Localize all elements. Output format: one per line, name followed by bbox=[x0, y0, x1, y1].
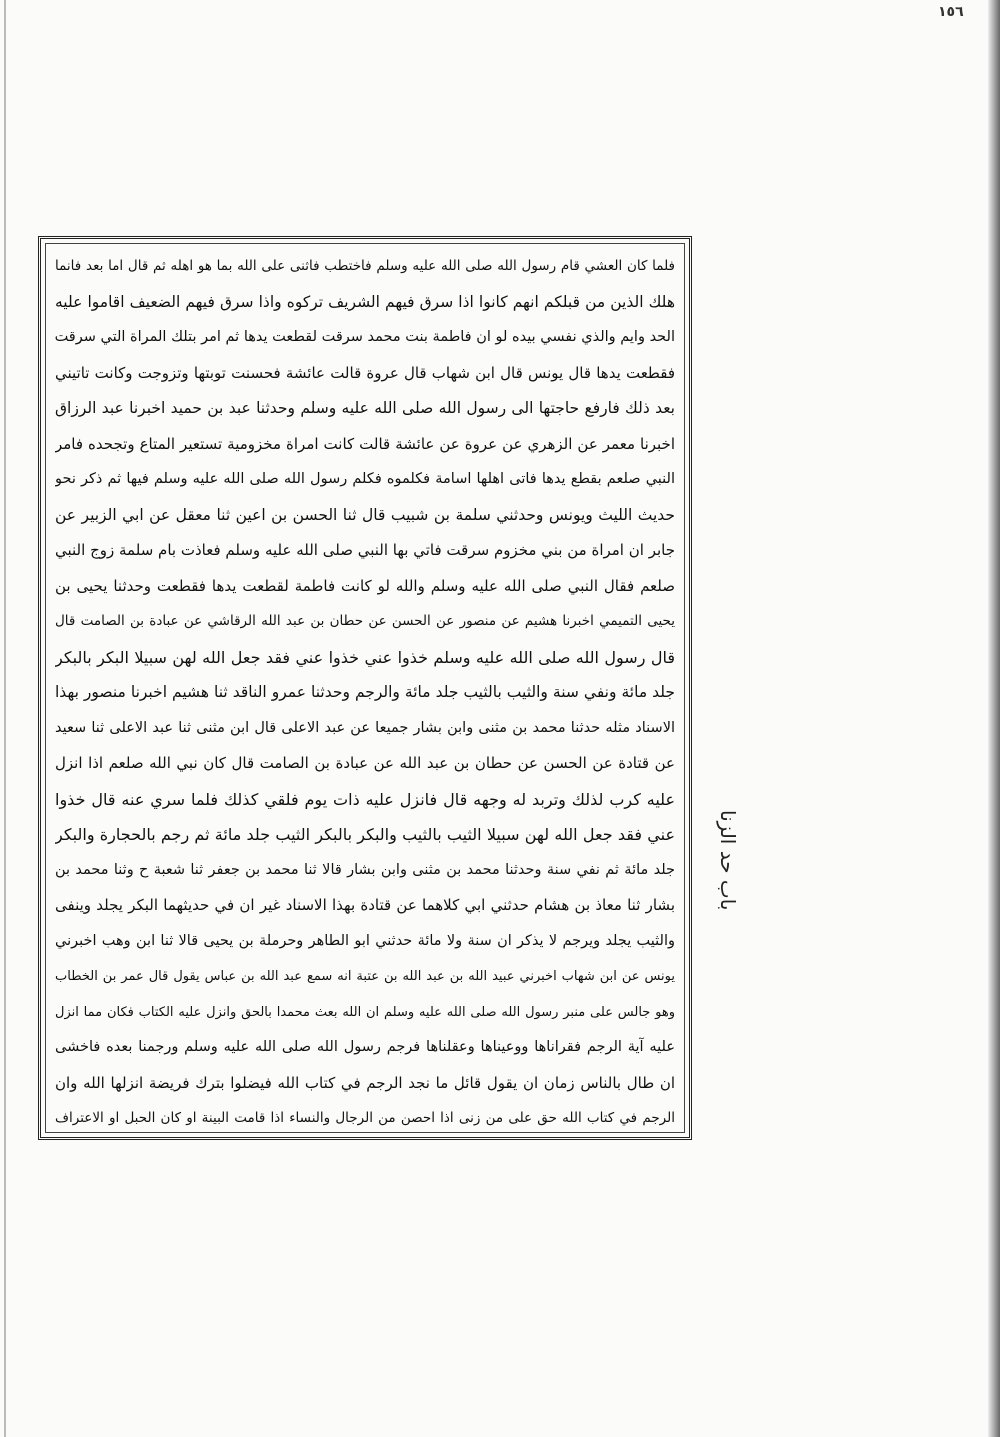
manuscript-line: يحيى التميمي اخبرنا هشيم عن منصور عن الحسن عن حطان بن عبد الله الرقاشي عن عبادة بن الصامت قال bbox=[55, 613, 675, 629]
margin-chapter-heading: باب حد الزنا bbox=[716, 809, 740, 910]
manuscript-line: حديث الليث ويونس وحدثني سلمة بن شبيب قال ثنا الحسن بن اعين ثنا معقل عن ابي الزبير عن bbox=[55, 505, 675, 524]
manuscript-line: ان طال بالناس زمان ان يقول قائل ما نجد الرجم في كتاب الله فيضلوا بترك فريضة انزلها الله وان bbox=[55, 1073, 675, 1092]
manuscript-line: الرجم في كتاب الله حق على من زنى اذا احصن من الرجال والنساء اذا قامت البينة او كان الحبل او الاعتراف bbox=[55, 1110, 675, 1126]
manuscript-line: الاسناد مثله حدثنا محمد بن مثنى وابن بشار جميعا عن عبد الاعلى قال ابن مثنى ثنا عبد الاعلى ثنا سعيد bbox=[55, 719, 675, 736]
manuscript-line: عليه كرب لذلك وتربد له وجهه قال فانزل عليه ذات يوم فلقي كذلك فلما سري عنه قال خذوا bbox=[55, 789, 675, 809]
manuscript-line: النبي صلعم بقطع يدها فاتى اهلها اسامة فكلموه فكلم رسول الله صلى الله عليه وسلم فيها ثم ذكر نحو bbox=[55, 471, 675, 487]
manuscript-line: بعد ذلك فارفع حاجتها الى رسول الله صلى الله عليه وسلم وحدثنا عبد بن حميد اخبرنا عبد الرزاق bbox=[55, 399, 675, 417]
manuscript-line: جابر ان امراة من بني مخزوم سرقت فاتي بها النبي صلى الله عليه وسلم فعاذت بام سلمة زوج النبي bbox=[55, 541, 675, 559]
manuscript-text-block bbox=[55, 249, 675, 1137]
manuscript-line: قال رسول الله صلى الله عليه وسلم خذوا عني خذوا عني فقد جعل الله لهن سبيلا البكر بالبكر bbox=[55, 647, 675, 667]
manuscript-line: فلما كان العشي قام رسول الله صلى الله عليه وسلم فاختطب فاثنى على الله بما هو اهله ثم قال اما بعد فانما bbox=[55, 258, 675, 274]
manuscript-line: اخبرنا معمر عن الزهري عن عروة عن عائشة قالت كانت امراة مخزومية تستعير المتاع وتجحده فامر bbox=[55, 434, 675, 453]
manuscript-line: جلد مائة ونفي سنة والثيب بالثيب جلد مائة والرجم وحدثنا عمرو الناقد ثنا هشيم اخبرنا منصور بهذا bbox=[55, 683, 675, 701]
manuscript-line: جلد مائة ثم نفي سنة وحدثنا محمد بن مثنى وابن بشار قالا ثنا محمد بن جعفر ثنا شعبة ح وثنا محمد بن bbox=[55, 861, 675, 878]
manuscript-line: بشار ثنا معاذ بن هشام حدثني ابي كلاهما عن قتادة بهذا الاسناد غير ان في حديثهما البكر يجلد وينفى bbox=[55, 896, 675, 914]
manuscript-line: عني فقد جعل الله لهن سبيلا الثيب بالثيب والبكر بالبكر الثيب جلد مائة ثم رجم بالحجارة والبكر bbox=[55, 825, 675, 844]
page-right-edge bbox=[988, 0, 1000, 1437]
manuscript-line: والثيب يجلد ويرجم لا يذكر ان سنة ولا مائة حدثني ابو الطاهر وحرملة بن يحيى قالا ثنا ابن وهب اخبرني bbox=[55, 932, 675, 949]
manuscript-line: الحد وايم والذي نفسي بيده لو ان فاطمة بنت محمد سرقت لقطعت يدها ثم امر بتلك المراة التي سرقت bbox=[55, 329, 675, 345]
manuscript-line: هلك الذين من قبلكم انهم كانوا اذا سرق فيهم الشريف تركوه واذا سرق فيهم الضعيف اقاموا عليه bbox=[55, 292, 675, 311]
manuscript-line: صلعم فقال النبي صلى الله عليه وسلم والله لو كانت فاطمة لقطعت يدها فقطعت وحدثنا يحيى بن bbox=[55, 576, 675, 595]
manuscript-line: وهو جالس على منبر رسول الله صلى الله عليه وسلم ان الله بعث محمدا بالحق وانزل عليه الكتاب فكان مما انزل bbox=[55, 1004, 675, 1020]
manuscript-line: عليه آية الرجم فقراناها ووعيناها وعقلناها فرجم رسول الله صلى الله عليه وسلم ورجمنا بعده فاخشى bbox=[55, 1039, 675, 1055]
page-left-edge bbox=[4, 0, 6, 1437]
text-frame bbox=[38, 236, 692, 1140]
page-number: ١٥٦ bbox=[938, 4, 964, 20]
manuscript-line: فقطعت يدها قال يونس قال ابن شهاب قال عروة قالت عائشة فحسنت توبتها وتزوجت وكانت تاتيني bbox=[55, 363, 675, 382]
manuscript-line: عن قتادة عن الحسن عن حطان بن عبد الله عن عبادة بن الصامت قال كان نبي الله صلعم اذا انزل bbox=[55, 754, 675, 772]
manuscript-line: يونس عن ابن شهاب اخبرني عبيد الله بن عبد الله بن عتبة انه سمع عبد الله بن عباس يقول قال عمر بن الخطاب bbox=[55, 969, 675, 984]
